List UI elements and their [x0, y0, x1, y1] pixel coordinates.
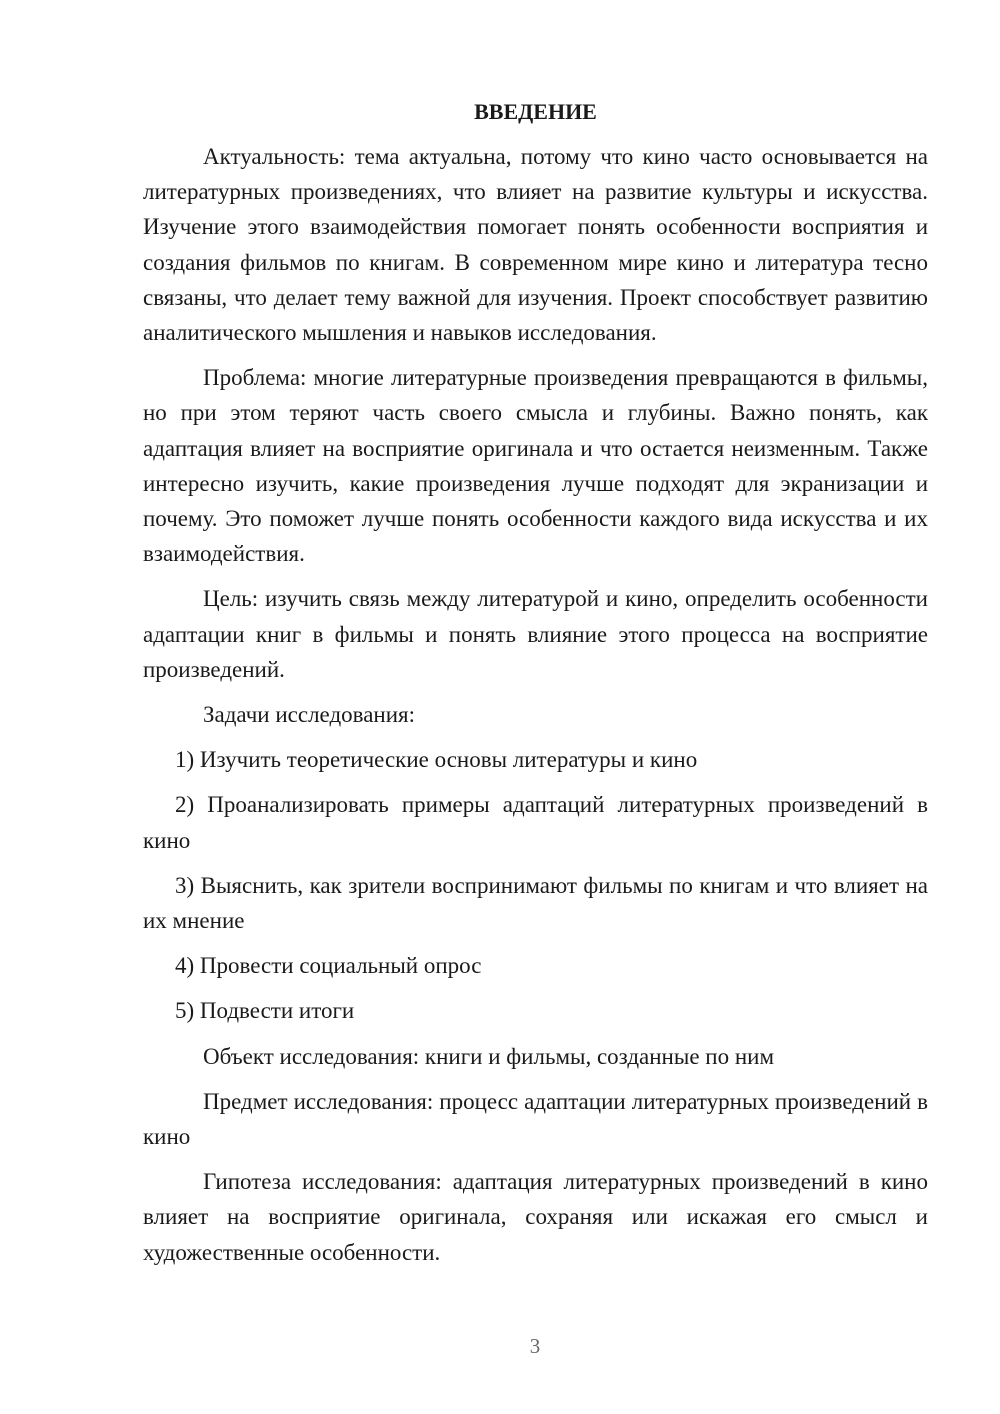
task-item: 2) Проанализировать примеры адаптаций литературных произведений в кино	[143, 792, 928, 853]
hypothesis-paragraph: Гипотеза исследования: адаптация литературных произведений в кино влияет на восприятие оригинала, сохраняя или искажая его смысл и художественные особенности.	[143, 1169, 928, 1265]
task-item: 4) Провести социальный опрос	[175, 953, 482, 979]
relevance-paragraph: Актуальность: тема актуальна, потому что кино часто основывается на литературных произведениях, что влияет на развитие культуры и искусства. Изучение этого взаимодействия помогает понять особенности восприятия и создания фильмов по книгам. В современном мире кино и литература тесно связаны, что делает тему важной для изучения. Проект способствует развитию аналитического мышления и навыков исследования.	[143, 144, 928, 346]
task-item: 1) Изучить теоретические основы литературы и кино	[175, 747, 698, 773]
tasks-heading: Задачи исследования:	[203, 702, 416, 728]
research-subject-paragraph: Предмет исследования: процесс адаптации литературных произведений в кино	[143, 1088, 928, 1150]
goal-paragraph: Цель: изучить связь между литературой и кино, определить особенности адаптации книг в фильмы и понять влияние этого процесса на восприятие произведений.	[143, 586, 928, 682]
problem-paragraph: Проблема: многие литературные произведения превращаются в фильмы, но при этом теряют часть своего смысла и глубины. Важно понять, как адаптация влияет на восприятие оригинала и что остается неизменным. Также интересно изучить, какие произведения лучше подходят для экранизации и почему. Это поможет лучше понять особенности каждого вида искусства и их взаимодействия.	[143, 365, 928, 567]
task-item: 5) Подвести итоги	[175, 998, 355, 1024]
page-number: 3	[529, 1334, 541, 1358]
research-object-paragraph: Объект исследования: книги и фильмы, созданные по ним	[203, 1043, 775, 1069]
page-title: ВВЕДЕНИЕ	[474, 99, 597, 124]
task-item: 3) Выяснить, как зрители воспринимают фильмы по книгам и что влияет на их мнение	[143, 872, 928, 934]
page-content	[143, 95, 928, 1280]
